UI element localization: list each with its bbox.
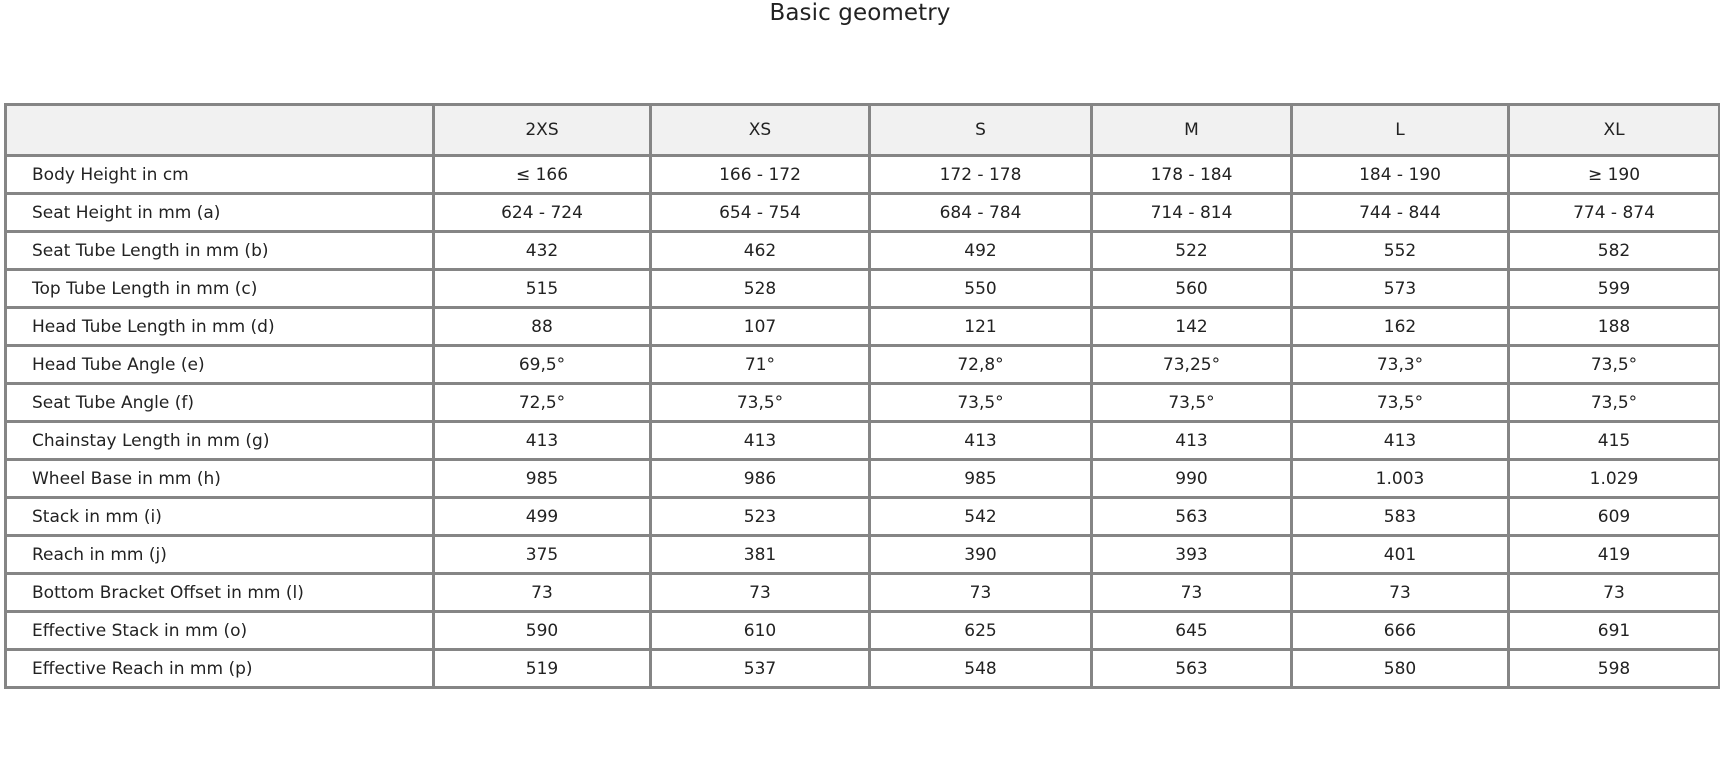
value-cell-2xs: 375: [434, 536, 651, 574]
value-cell-xs: 73: [651, 574, 870, 612]
value-cell-2xs: 985: [434, 460, 651, 498]
value-cell-m: 73,5°: [1092, 384, 1292, 422]
value-cell-s: 550: [870, 270, 1092, 308]
table-body: [6, 156, 1720, 688]
value-cell-l: 666: [1292, 612, 1509, 650]
value-cell-l: 401: [1292, 536, 1509, 574]
value-cell-m: 393: [1092, 536, 1292, 574]
table-row: [6, 384, 1720, 422]
value-cell-xs: 654 - 754: [651, 194, 870, 232]
value-cell-m: 178 - 184: [1092, 156, 1292, 194]
value-cell-s: 73: [870, 574, 1092, 612]
value-cell-m: 990: [1092, 460, 1292, 498]
header-corner-cell: [6, 105, 434, 156]
value-cell-xl: 419: [1509, 536, 1720, 574]
value-cell-xs: 71°: [651, 346, 870, 384]
value-cell-s: 548: [870, 650, 1092, 688]
value-cell-xs: 610: [651, 612, 870, 650]
value-cell-xl: 415: [1509, 422, 1720, 460]
row-label: Top Tube Length in mm (c): [6, 270, 434, 308]
value-cell-m: 645: [1092, 612, 1292, 650]
value-cell-xs: 986: [651, 460, 870, 498]
table-row: [6, 346, 1720, 384]
value-cell-2xs: 519: [434, 650, 651, 688]
value-cell-xl: 599: [1509, 270, 1720, 308]
value-cell-xs: 73,5°: [651, 384, 870, 422]
value-cell-xs: 462: [651, 232, 870, 270]
value-cell-xl: 73: [1509, 574, 1720, 612]
table-row: [6, 232, 1720, 270]
value-cell-l: 1.003: [1292, 460, 1509, 498]
column-header-2xs: 2XS: [434, 105, 651, 156]
value-cell-xs: 523: [651, 498, 870, 536]
value-cell-l: 413: [1292, 422, 1509, 460]
value-cell-xs: 166 - 172: [651, 156, 870, 194]
table-row: [6, 612, 1720, 650]
value-cell-xl: 188: [1509, 308, 1720, 346]
value-cell-xs: 107: [651, 308, 870, 346]
column-header-m: M: [1092, 105, 1292, 156]
value-cell-2xs: 413: [434, 422, 651, 460]
value-cell-m: 714 - 814: [1092, 194, 1292, 232]
value-cell-xl: 774 - 874: [1509, 194, 1720, 232]
table-row: [6, 536, 1720, 574]
row-label: Effective Stack in mm (o): [6, 612, 434, 650]
value-cell-2xs: 432: [434, 232, 651, 270]
table-row: [6, 650, 1720, 688]
value-cell-s: 985: [870, 460, 1092, 498]
value-cell-2xs: 72,5°: [434, 384, 651, 422]
row-label: Seat Tube Angle (f): [6, 384, 434, 422]
value-cell-s: 121: [870, 308, 1092, 346]
table-row: [6, 422, 1720, 460]
geometry-table: [4, 103, 1720, 689]
value-cell-2xs: 88: [434, 308, 651, 346]
row-label: Wheel Base in mm (h): [6, 460, 434, 498]
value-cell-xs: 528: [651, 270, 870, 308]
value-cell-s: 72,8°: [870, 346, 1092, 384]
row-label: Chainstay Length in mm (g): [6, 422, 434, 460]
column-header-xl: XL: [1509, 105, 1720, 156]
row-label: Seat Tube Length in mm (b): [6, 232, 434, 270]
table-row: [6, 498, 1720, 536]
value-cell-m: 560: [1092, 270, 1292, 308]
value-cell-m: 73: [1092, 574, 1292, 612]
value-cell-s: 172 - 178: [870, 156, 1092, 194]
table-row: [6, 460, 1720, 498]
value-cell-xl: ≥ 190: [1509, 156, 1720, 194]
table-row: [6, 574, 1720, 612]
value-cell-m: 73,25°: [1092, 346, 1292, 384]
value-cell-2xs: 499: [434, 498, 651, 536]
value-cell-2xs: 590: [434, 612, 651, 650]
value-cell-s: 413: [870, 422, 1092, 460]
value-cell-xl: 691: [1509, 612, 1720, 650]
column-header-l: L: [1292, 105, 1509, 156]
value-cell-2xs: ≤ 166: [434, 156, 651, 194]
value-cell-s: 390: [870, 536, 1092, 574]
row-label: Seat Height in mm (a): [6, 194, 434, 232]
value-cell-s: 542: [870, 498, 1092, 536]
value-cell-xs: 381: [651, 536, 870, 574]
table-row: [6, 308, 1720, 346]
table-row: [6, 194, 1720, 232]
value-cell-l: 184 - 190: [1292, 156, 1509, 194]
value-cell-xl: 1.029: [1509, 460, 1720, 498]
value-cell-2xs: 69,5°: [434, 346, 651, 384]
value-cell-l: 73,3°: [1292, 346, 1509, 384]
page-title: Basic geometry: [769, 0, 951, 26]
value-cell-xl: 582: [1509, 232, 1720, 270]
column-header-s: S: [870, 105, 1092, 156]
value-cell-l: 162: [1292, 308, 1509, 346]
value-cell-xl: 598: [1509, 650, 1720, 688]
value-cell-2xs: 73: [434, 574, 651, 612]
value-cell-l: 573: [1292, 270, 1509, 308]
value-cell-s: 492: [870, 232, 1092, 270]
value-cell-l: 580: [1292, 650, 1509, 688]
value-cell-m: 413: [1092, 422, 1292, 460]
table-row: [6, 270, 1720, 308]
row-label: Effective Reach in mm (p): [6, 650, 434, 688]
value-cell-m: 563: [1092, 498, 1292, 536]
value-cell-xl: 609: [1509, 498, 1720, 536]
value-cell-s: 73,5°: [870, 384, 1092, 422]
row-label: Head Tube Length in mm (d): [6, 308, 434, 346]
value-cell-2xs: 515: [434, 270, 651, 308]
value-cell-xl: 73,5°: [1509, 346, 1720, 384]
header-row: [6, 105, 1720, 156]
value-cell-2xs: 624 - 724: [434, 194, 651, 232]
table-header: [6, 105, 1720, 156]
value-cell-xs: 413: [651, 422, 870, 460]
value-cell-m: 142: [1092, 308, 1292, 346]
value-cell-s: 625: [870, 612, 1092, 650]
value-cell-m: 522: [1092, 232, 1292, 270]
table-row: [6, 156, 1720, 194]
value-cell-xl: 73,5°: [1509, 384, 1720, 422]
row-label: Stack in mm (i): [6, 498, 434, 536]
value-cell-l: 73,5°: [1292, 384, 1509, 422]
value-cell-s: 684 - 784: [870, 194, 1092, 232]
value-cell-l: 583: [1292, 498, 1509, 536]
column-header-xs: XS: [651, 105, 870, 156]
row-label: Bottom Bracket Offset in mm (l): [6, 574, 434, 612]
row-label: Head Tube Angle (e): [6, 346, 434, 384]
row-label: Reach in mm (j): [6, 536, 434, 574]
row-label: Body Height in cm: [6, 156, 434, 194]
value-cell-l: 552: [1292, 232, 1509, 270]
value-cell-l: 744 - 844: [1292, 194, 1509, 232]
value-cell-l: 73: [1292, 574, 1509, 612]
value-cell-xs: 537: [651, 650, 870, 688]
value-cell-m: 563: [1092, 650, 1292, 688]
